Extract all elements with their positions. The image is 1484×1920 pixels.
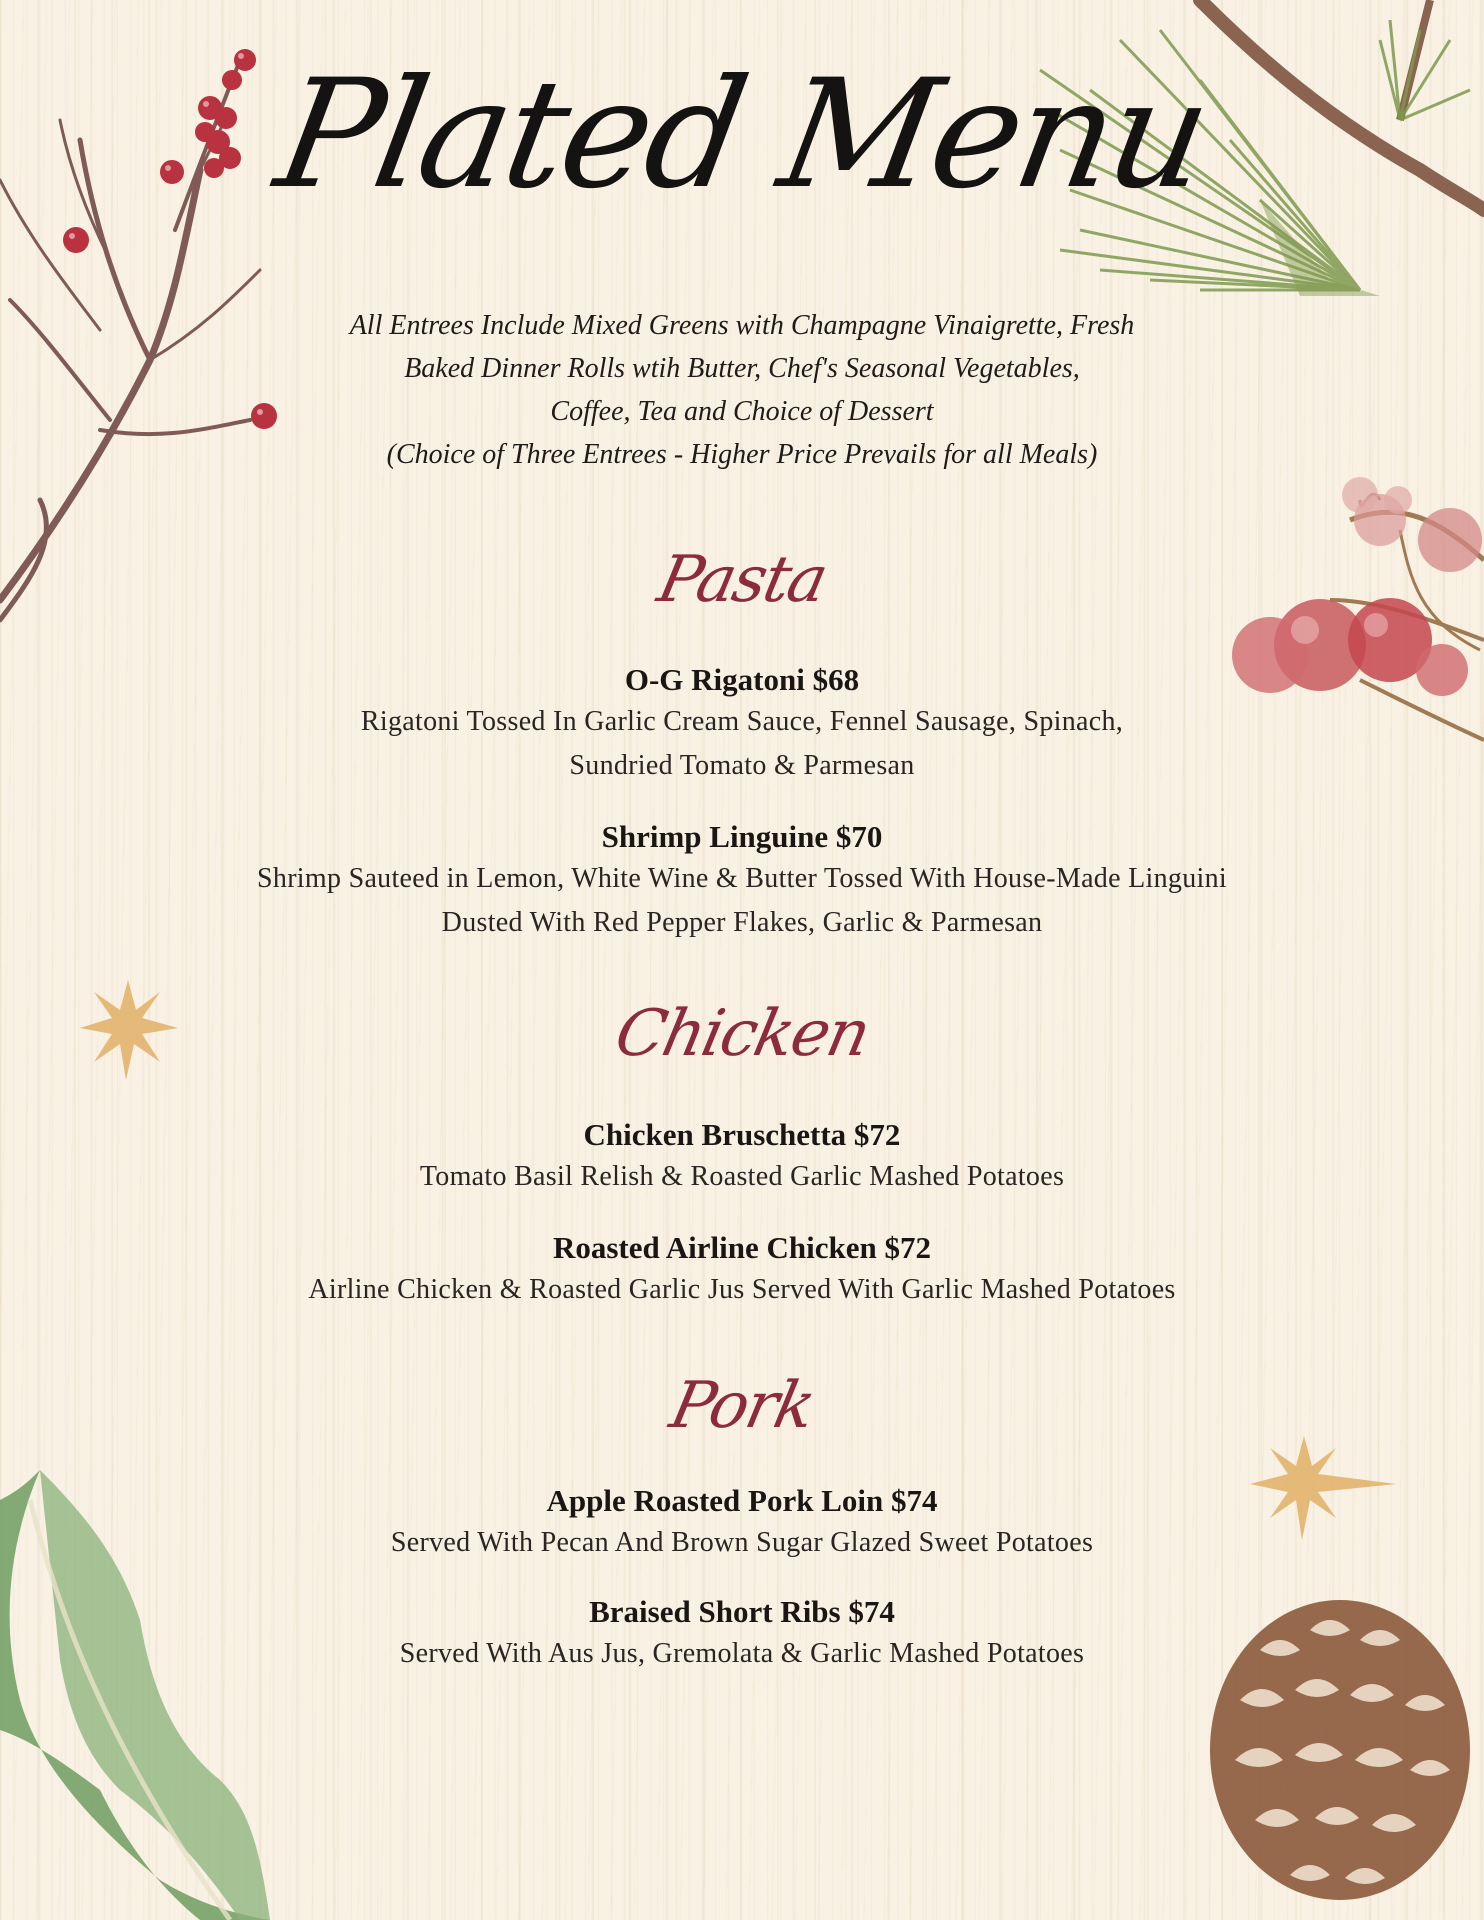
menu-item-name: Shrimp Linguine $70 (601, 819, 883, 854)
menu-item-name: Braised Short Ribs $74 (589, 1594, 895, 1629)
menu-item-description (120, 1521, 1364, 1565)
menu-item (120, 817, 1364, 945)
menu-item-description (120, 1268, 1364, 1312)
menu-item (120, 1228, 1364, 1312)
intro-line: Baked Dinner Rolls wtih Butter, Chef's Seasonal Vegetables, (404, 353, 1080, 384)
menu-item (120, 1115, 1364, 1199)
section-title-chicken: Chicken (608, 997, 876, 1071)
description-line: Rigatoni Tossed In Garlic Cream Sauce, Fennel Sausage, Spinach, (360, 706, 1124, 737)
menu-item-name: Chicken Bruschetta $72 (583, 1117, 901, 1152)
menu-item (120, 660, 1364, 788)
menu-item-description (120, 1155, 1364, 1199)
menu-item (120, 1481, 1364, 1565)
description-line: Served With Pecan And Brown Sugar Glazed Sweet Potatoes (390, 1527, 1094, 1558)
description-line: Shrimp Sauteed in Lemon, White Wine & Butter Tossed With House-Made Linguini (257, 863, 1227, 894)
menu-title: Plated Menu (265, 48, 1219, 222)
menu-item (120, 1592, 1364, 1676)
menu-item-description (120, 700, 1364, 788)
description-line: Sundried Tomato & Parmesan (569, 750, 915, 781)
intro-text (160, 304, 1324, 476)
menu-item-name: Apple Roasted Pork Loin $74 (546, 1483, 938, 1518)
description-line: Dusted With Red Pepper Flakes, Garlic & Parmesan (441, 907, 1043, 938)
intro-line: Coffee, Tea and Choice of Dessert (550, 396, 934, 427)
menu-item-name: O-G Rigatoni $68 (624, 662, 860, 697)
menu-item-description (120, 1632, 1364, 1676)
menu-item-description (120, 857, 1364, 945)
description-line: Tomato Basil Relish & Roasted Garlic Mashed Potatoes (419, 1161, 1065, 1192)
description-line: Airline Chicken & Roasted Garlic Jus Served With Garlic Mashed Potatoes (308, 1274, 1176, 1305)
menu-item-name: Roasted Airline Chicken $72 (552, 1230, 932, 1265)
intro-line: All Entrees Include Mixed Greens with Champagne Vinaigrette, Fresh (349, 310, 1135, 341)
section-title-pork: Pork (663, 1369, 821, 1443)
section-title-pasta: Pasta (651, 543, 833, 617)
intro-line: (Choice of Three Entrees - Higher Price Prevails for all Meals) (386, 439, 1098, 470)
description-line: Served With Aus Jus, Gremolata & Garlic Mashed Potatoes (399, 1638, 1085, 1669)
